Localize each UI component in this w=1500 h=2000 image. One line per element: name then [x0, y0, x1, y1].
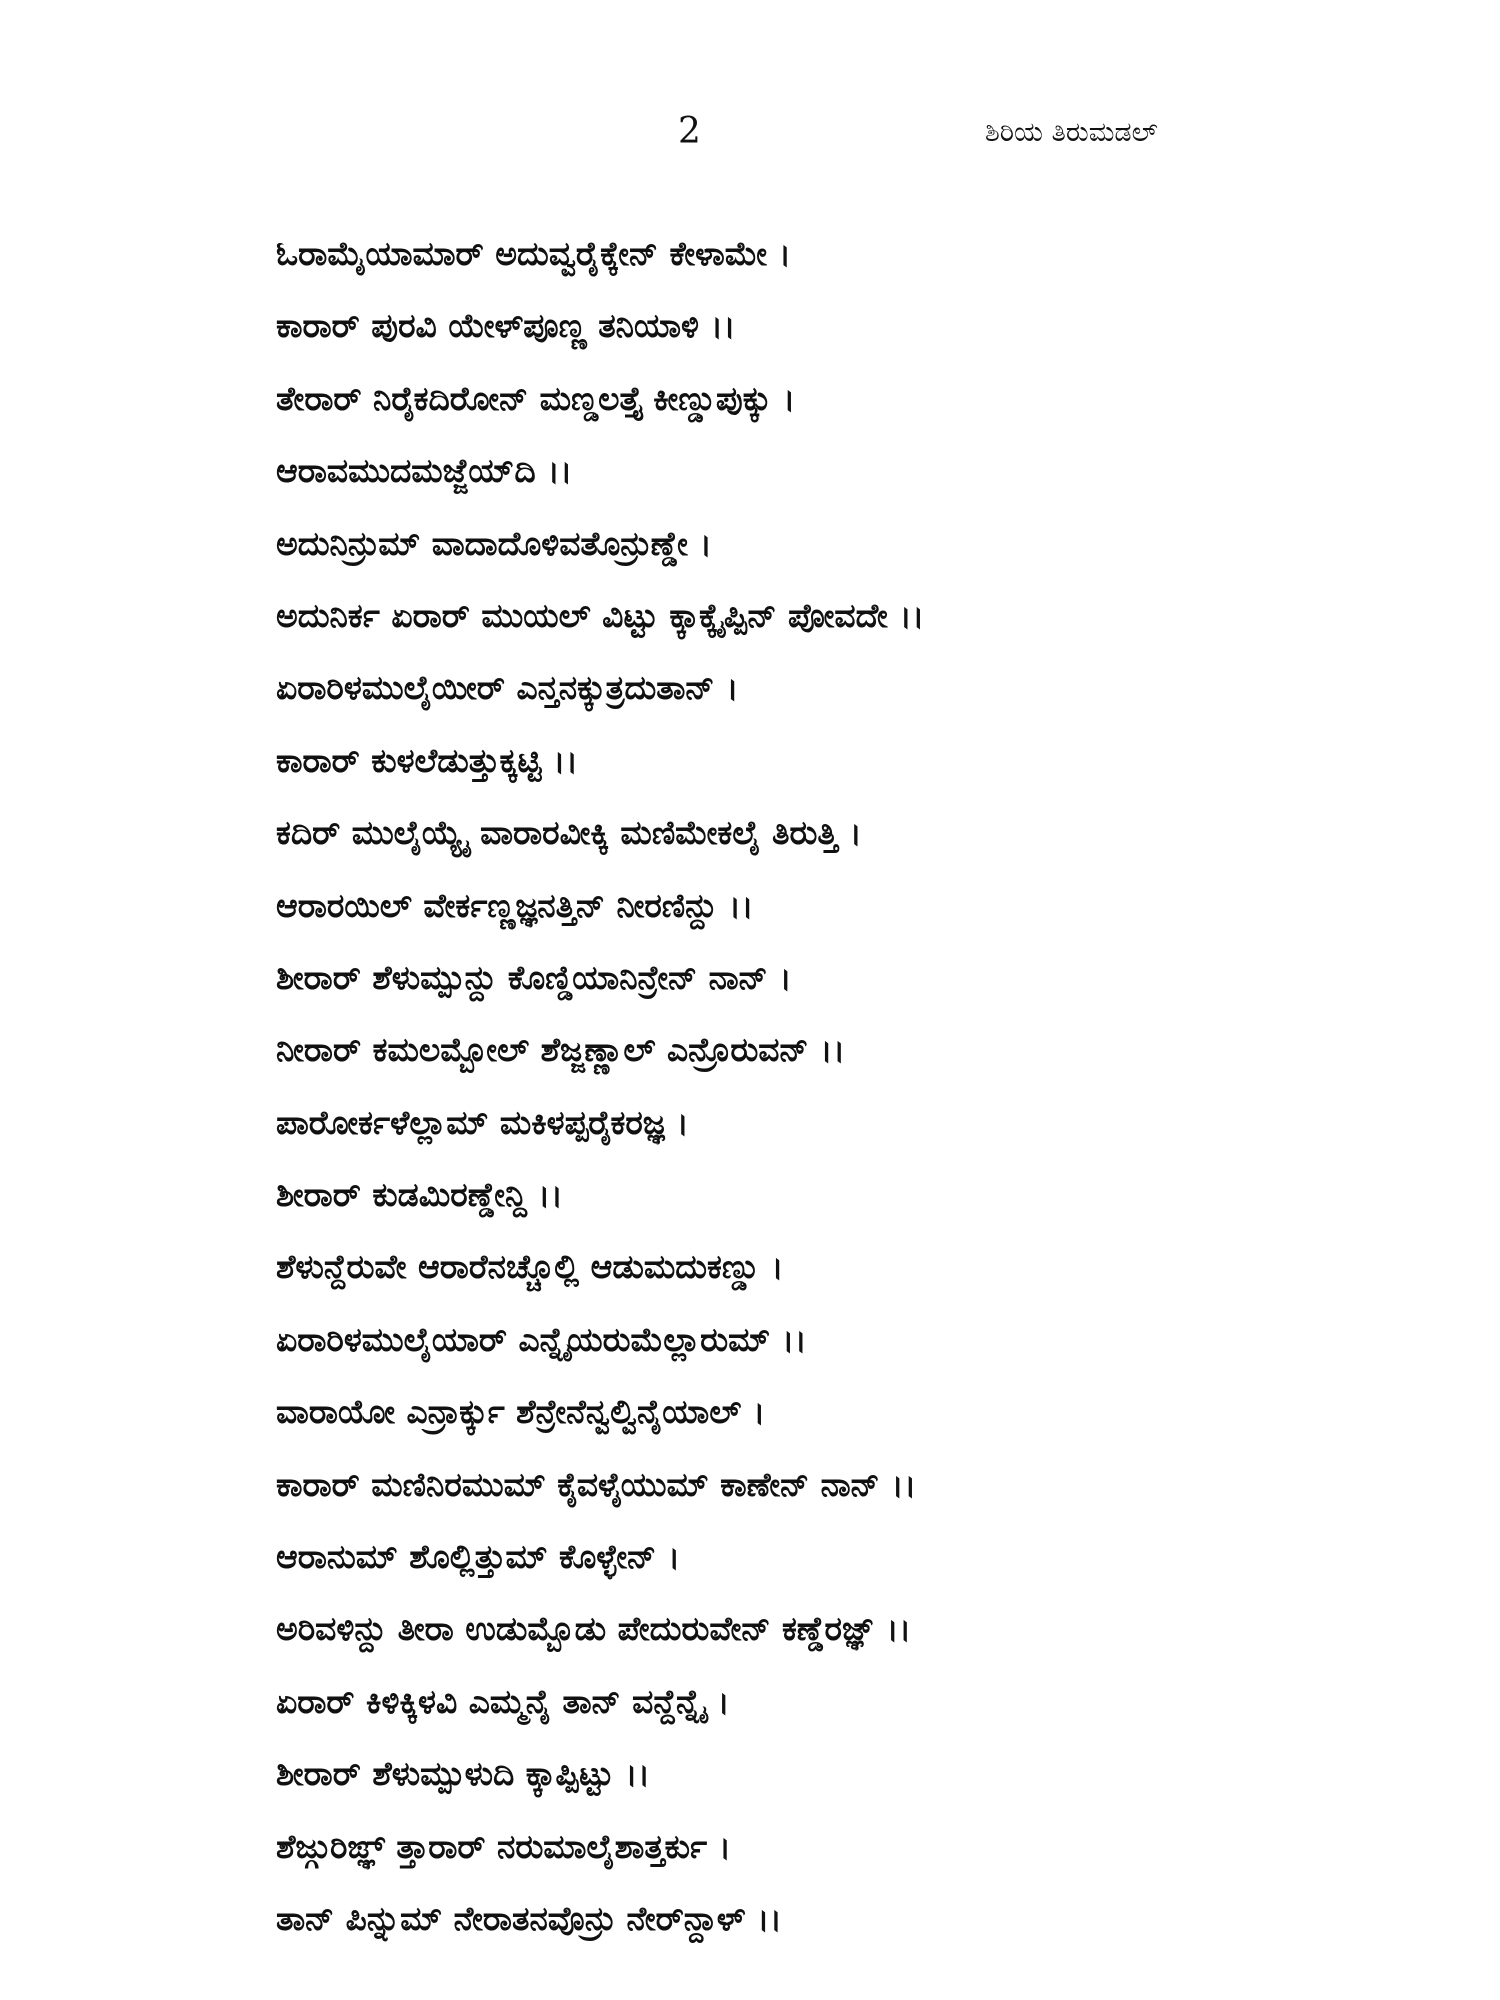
verse-line-22: ಶೀರಾರ್ ಶೆಳುಮ್ಪುಳುದಿ ಕ್ಕಾಪ್ಪಿಟ್ಟು ।। [276, 1754, 651, 1794]
verse-block [276, 218, 924, 1955]
verse-line-19: ಆರಾನುಮ್ ಶೊಲ್ಲಿತ್ತುಮ್ ಕೊಳ್ಳೇನ್ । [276, 1537, 681, 1577]
verse-line-10: ಆರಾರಯಿಲ್ ವೇರ್ಕಣ್ಣಜ್ಞನತ್ತಿನ್ ನೀರಣಿನ್ದು ।। [276, 885, 754, 925]
verse-line-14: ಶೀರಾರ್ ಕುಡಮಿರಣ್ಡೇನ್ದಿ ।। [276, 1175, 563, 1215]
verse-line-11: ಶೀರಾರ್ ಶೆಳುಮ್ಪುನ್ದು ಕೊಣ್ಡಿಯಾನಿನ್ರೇನ್ ನಾನ್ । [276, 957, 792, 997]
verse-line-18: ಕಾರಾರ್ ಮಣಿನಿರಮುಮ್ ಕೈವಳೈಯುಮ್ ಕಾಣೇನ್ ನಾನ್ ।। [276, 1464, 917, 1504]
running-title: ಶಿರಿಯ ತಿರುಮಡಲ್ [985, 117, 1158, 148]
verse-line-3: ತೇರಾರ್ ನಿರೈಕದಿರೋನ್ ಮಣ್ಡಲತ್ತೈ ಕೀಣ್ಡುಪುಕ್ಕು । [276, 378, 796, 418]
verse-line-1: ಓರಾಮೈಯಾಮಾರ್ ಅದುವ್ವರೈಕ್ಕೇನ್ ಕೇಳಾಮೇ । [276, 234, 791, 273]
verse-line-17: ವಾರಾಯೋ ಎನ್ರಾರ್ಕ್ಕು ಶೆನ್ರೇನೆನ್ವಲ್ವಿನೈಯಾಲ್ । [276, 1392, 766, 1432]
verse-line-4: ಆರಾವಮುದಮಜ್ಜೆಯ್‌ದಿ ।। [276, 451, 573, 491]
verse-line-12: ನೀರಾರ್ ಕಮಲಮ್ಬೋಲ್ ಶೆಜ್ಜಣ್ಣಾಲ್ ಎನ್ರೊರುವನ್ ।। [276, 1030, 846, 1070]
verse-line-21: ಏರಾರ್ ಕಿಳಿಕ್ಕಿಳವಿ ಎಮ್ಮನೈ ತಾನ್ ವನ್ದೆನ್ನೈ । [276, 1681, 730, 1721]
page-number: 2 [678, 111, 701, 152]
verse-line-15: ಶೆಳುನ್ದೆರುವೇ ಆರಾರೆನಚ್ಚೊಲ್ಲಿ ಆಡುಮದುಕಣ್ಡು । [276, 1247, 784, 1287]
verse-line-20: ಅರಿವಳಿನ್ದು ತೀರಾ ಉಡುಮ್ಬೊಡು ಪೇದುರುವೇನ್ ಕಣ್ಡೆರಜ್ಞ್ ।। [276, 1609, 912, 1649]
verse-line-13: ಪಾರೋರ್ಕಳೆಲ್ಲಾಮ್ ಮಕಿಳಪ್ಪರೈಕರಜ್ಞ । [276, 1102, 689, 1142]
verse-line-9: ಕದಿರ್ ಮುಲೈಯ್ಯೈ ವಾರಾರವೀಕ್ಕಿ ಮಣಿಮೇಕಲೈ ತಿರುತ್ತಿ । [276, 813, 862, 853]
verse-line-5: ಅದುನಿನ್ರುಮ್ ವಾದಾದೊಳಿವತೊನ್ರುಣ್ಡೇ । [276, 523, 712, 563]
verse-line-7: ಏರಾರಿಳಮುಲೈಯೀರ್ ಎನ್ತನಕ್ಕುತ್ರದುತಾನ್ । [276, 668, 739, 708]
verse-line-24: ತಾನ್ ಪಿನ್ನುಮ್ ನೇರಾತನವೊನ್ರು ನೇರ್‌ನ್ದಾಳ್ ।। [276, 1898, 782, 1938]
verse-line-16: ಏರಾರಿಳಮುಲೈಯಾರ್ ಎನ್ನೈಯರುಮೆಲ್ಲಾರುಮ್ ।। [276, 1319, 807, 1359]
verse-line-8: ಕಾರಾರ್ ಕುಳಲೆಡುತ್ತುಕ್ಕಟ್ಟಿ ।। [276, 740, 578, 780]
verse-line-6: ಅದುನಿರ್ಕ ಏರಾರ್ ಮುಯಲ್ ವಿಟ್ಟು ಕ್ಕಾಕ್ಕೈಪ್ಪಿನ್ ಪೋವದೇ ।। [276, 595, 925, 635]
verse-line-2: ಕಾರಾರ್ ಪುರವಿ ಯೇಳ್‌ಪೂಣ್ಣ ತನಿಯಾಳಿ ।। [276, 306, 736, 346]
verse-line-23: ಶೆಜ್ಗುರಿಙ್ಞ್ ತ್ತಾರಾರ್ ನರುಮಾಲೈಶಾತ್ತರ್ಕು । [276, 1826, 732, 1866]
